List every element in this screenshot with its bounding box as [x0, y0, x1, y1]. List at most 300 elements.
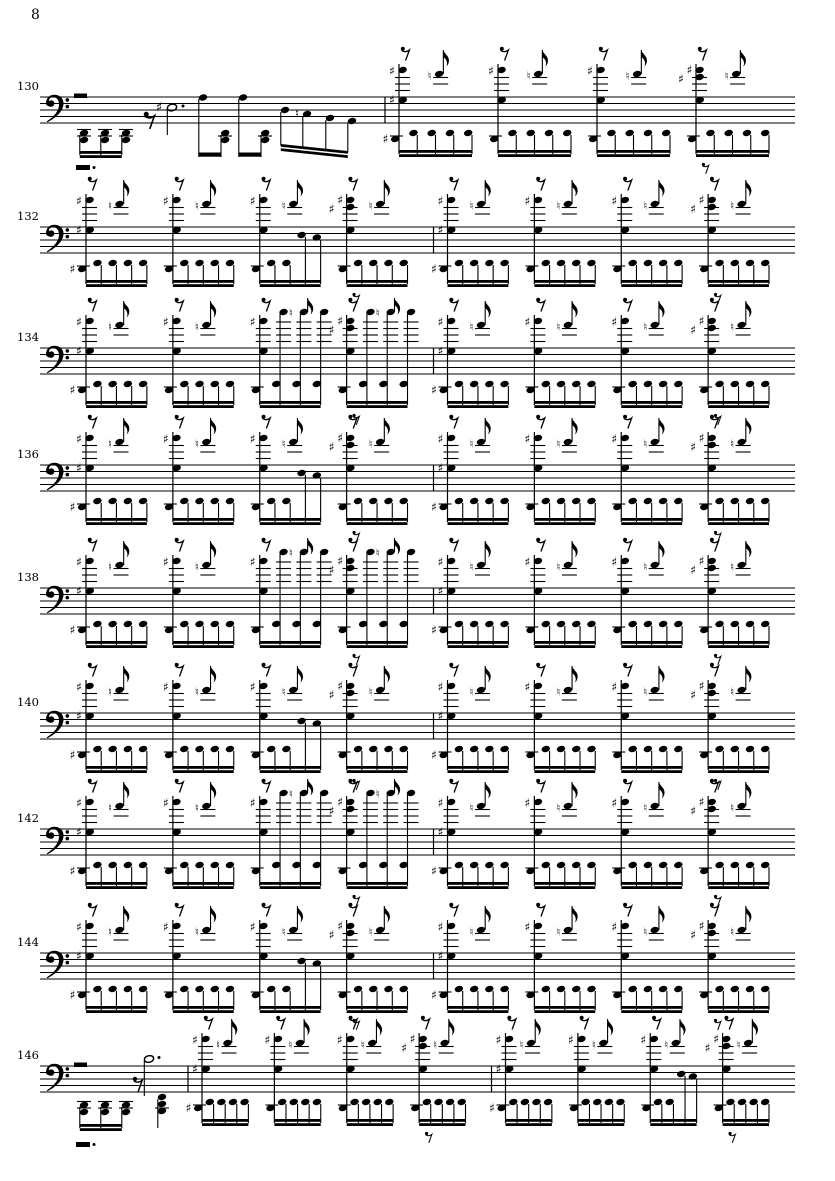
beat-stab: [70, 663, 148, 773]
beat-stab: [489, 1016, 553, 1126]
sharp-accidental: ♯: [431, 262, 437, 276]
eighth-flag-icon: [211, 782, 217, 799]
natural-accidental: ♮: [730, 320, 735, 334]
natural-accidental: ♮: [368, 685, 373, 699]
sharp-accidental: ♯: [76, 709, 82, 723]
sharp-accidental: ♯: [567, 1033, 574, 1047]
sharp-accidental: ♯: [264, 1033, 271, 1047]
measure-number: 136: [17, 447, 39, 461]
measure-number: 134: [17, 330, 39, 344]
sharp-accidental: ♯: [337, 679, 344, 693]
sharp-accidental: ♯: [489, 1101, 495, 1115]
natural-accidental: ♮: [556, 685, 561, 699]
beat-stab: [524, 903, 596, 1013]
eighth-flag-icon: [659, 301, 665, 318]
eighth-flag-icon: [752, 1019, 758, 1036]
eighth-flag-icon: [124, 418, 130, 435]
sharp-accidental: ♯: [249, 796, 256, 810]
sharp-accidental: ♯: [437, 194, 444, 208]
sharp-accidental: ♯: [401, 1041, 408, 1055]
sharp-accidental: ♯: [76, 920, 82, 934]
beat-cluster: [250, 779, 332, 889]
beat-stab: [524, 415, 596, 525]
natural-accidental: ♮: [556, 320, 561, 334]
eighth-rest-icon: [175, 177, 184, 191]
eighth-flag-icon: [124, 666, 130, 683]
natural-accidental: ♮: [427, 69, 432, 83]
sharp-accidental: ♯: [611, 194, 618, 208]
sharp-accidental: ♯: [437, 584, 444, 598]
sharp-accidental: ♯: [249, 680, 256, 694]
eighth-rest-icon: [536, 177, 545, 191]
eighth-rest-icon: [623, 298, 632, 312]
eighth-rest-icon: [262, 177, 271, 191]
sharp-accidental: ♯: [698, 314, 705, 328]
sharp-accidental: ♯: [611, 680, 618, 694]
eighth-flag-icon: [740, 50, 746, 67]
eighth-flag-icon: [485, 782, 491, 799]
eighth-rest-icon: [702, 163, 709, 174]
eighth-flag-icon: [485, 301, 491, 318]
eighth-flag-icon: [746, 180, 752, 197]
sharp-accidental: ♯: [337, 193, 344, 207]
eighth-flag-icon: [572, 666, 578, 683]
natural-accidental: ♮: [469, 801, 474, 815]
sharp-accidental: ♯: [249, 315, 256, 329]
natural-accidental: ♮: [108, 801, 112, 815]
eighth-rest-icon: [724, 1016, 733, 1030]
beat-stab: [431, 298, 509, 408]
eighth-flag-icon: [124, 180, 130, 197]
sharp-accidental: ♯: [698, 431, 705, 445]
eighth-flag-icon: [659, 782, 665, 799]
staff-system: [17, 47, 795, 174]
beat-stab: [524, 177, 596, 287]
eighth-rest-icon: [710, 415, 719, 429]
beat-stab: [611, 298, 683, 408]
sharp-accidental: ♯: [336, 1033, 343, 1047]
staff-system: [17, 663, 795, 790]
natural-accidental: ♮: [526, 69, 531, 83]
eighth-flag-icon: [542, 50, 548, 67]
natural-accidental: ♮: [288, 546, 293, 560]
sharp-accidental: ♯: [76, 223, 82, 237]
sharp-accidental: ♯: [76, 461, 82, 475]
eighth-rest-icon: [500, 47, 509, 61]
sharp-accidental: ♯: [488, 64, 494, 78]
natural-accidental: ♮: [194, 685, 199, 699]
natural-accidental: ♮: [194, 801, 199, 815]
eighth-flag-icon: [124, 301, 130, 318]
measure-number: 130: [17, 79, 39, 93]
measure-number: 146: [17, 1048, 39, 1062]
eighth-rest-icon: [623, 177, 632, 191]
opening-figure: [74, 93, 357, 170]
sharp-accidental: ♯: [328, 440, 335, 454]
sharp-accidental: ♯: [437, 555, 444, 569]
eighth-flag-icon: [449, 1019, 455, 1036]
eighth-flag-icon: [485, 906, 491, 923]
eighth-rest-icon: [728, 1132, 735, 1143]
sharp-accidental: ♯: [192, 1033, 198, 1047]
eighth-flag-icon: [395, 779, 401, 796]
eighth-flag-icon: [485, 666, 491, 683]
bass-clef-icon: [46, 463, 69, 490]
beat-stab: [163, 903, 235, 1013]
natural-accidental: ♮: [643, 925, 648, 939]
natural-accidental: ♮: [625, 69, 630, 83]
eighth-rest-icon: [710, 298, 719, 312]
eighth-flag-icon: [608, 1019, 614, 1036]
sharp-accidental: ♯: [328, 928, 335, 942]
eighth-rest-icon: [536, 538, 545, 552]
eighth-flag-icon: [124, 782, 130, 799]
sharp-accidental: ♯: [524, 555, 531, 569]
eighth-flag-icon: [572, 301, 578, 318]
natural-accidental: ♮: [730, 437, 735, 451]
sharp-accidental: ♯: [382, 132, 389, 146]
beat-cluster: [250, 538, 332, 648]
sharp-accidental: ♯: [409, 1032, 416, 1046]
sharp-accidental: ♯: [698, 193, 705, 207]
bass-clef-icon: [46, 827, 69, 854]
eighth-rest-icon: [710, 177, 719, 191]
beat-stab: [163, 663, 235, 773]
sharp-accidental: ♯: [162, 432, 169, 446]
sharp-accidental: ♯: [69, 383, 76, 397]
eighth-flag-icon: [746, 301, 752, 318]
natural-accidental: ♮: [556, 560, 561, 574]
sharp-accidental: ♯: [162, 680, 169, 694]
sharp-accidental: ♯: [524, 432, 531, 446]
eighth-flag-icon: [232, 1019, 238, 1036]
sharp-accidental: ♯: [437, 315, 444, 329]
natural-accidental: ♮: [295, 107, 299, 120]
eighth-rest-icon: [144, 112, 155, 129]
sharp-accidental: ♯: [431, 748, 437, 762]
sharp-accidental: ♯: [76, 315, 82, 329]
eighth-rest-icon: [714, 1019, 721, 1030]
natural-accidental: ♮: [730, 801, 735, 815]
natural-accidental: ♮: [469, 685, 474, 699]
beat-stab: [611, 779, 683, 889]
natural-accidental: ♮: [360, 1038, 365, 1052]
natural-accidental: ♮: [375, 787, 380, 801]
sharp-accidental: ♯: [611, 796, 618, 810]
natural-accidental: ♮: [368, 199, 373, 213]
sharp-accidental: ♯: [76, 825, 82, 839]
sharp-accidental: ♯: [249, 194, 256, 208]
measure-number: 138: [17, 570, 39, 584]
eighth-rest-icon: [88, 415, 97, 429]
eighth-rest-icon: [262, 538, 271, 552]
eighth-flag-icon: [395, 538, 401, 555]
sharp-accidental: ♯: [678, 72, 684, 86]
eighth-rest-icon: [348, 415, 357, 429]
eighth-rest-icon: [507, 1016, 516, 1030]
eighth-rest-icon: [536, 903, 545, 917]
sharp-accidental: ♯: [162, 194, 169, 208]
natural-accidental: ♮: [556, 199, 561, 213]
staff-system: [17, 1016, 795, 1147]
eighth-flag-icon: [124, 541, 130, 558]
sharp-accidental: ♯: [337, 795, 344, 809]
sharp-accidental: ♯: [431, 988, 437, 1002]
sharp-accidental: ♯: [437, 920, 444, 934]
eighth-rest-icon: [175, 779, 184, 793]
eighth-rest-icon: [175, 298, 184, 312]
eighth-flag-icon: [746, 666, 752, 683]
eighth-rest-icon: [262, 903, 271, 917]
sharp-accidental: ♯: [76, 680, 82, 694]
sharp-accidental: ♯: [611, 920, 618, 934]
eighth-rest-icon: [449, 663, 458, 677]
beat-stab: [431, 779, 509, 889]
beat-stab: [70, 903, 148, 1013]
staff-system: [17, 779, 795, 906]
natural-accidental: ♮: [730, 685, 735, 699]
eighth-flag-icon: [384, 906, 390, 923]
sharp-accidental: ♯: [328, 323, 335, 337]
natural-accidental: ♮: [643, 320, 648, 334]
eighth-flag-icon: [211, 541, 217, 558]
sharp-accidental: ♯: [686, 63, 693, 77]
staff-system: [17, 903, 795, 1030]
beat-stab-q: [640, 1016, 697, 1126]
sharp-accidental: ♯: [155, 100, 163, 116]
beat-stab: [431, 177, 509, 287]
sharp-accidental: ♯: [437, 796, 444, 810]
eighth-rest-icon: [710, 538, 719, 552]
sharp-accidental: ♯: [690, 804, 697, 818]
eighth-flag-icon: [297, 180, 303, 197]
natural-accidental: ♮: [730, 199, 735, 213]
sharp-accidental: ♯: [76, 194, 82, 208]
sharp-accidental: ♯: [524, 796, 531, 810]
natural-accidental: ♮: [194, 925, 199, 939]
eighth-rest-icon: [580, 1016, 589, 1030]
bass-clef-icon: [46, 951, 69, 978]
natural-accidental: ♮: [591, 1038, 596, 1052]
eighth-flag-icon: [443, 50, 449, 67]
natural-accidental: ♮: [469, 560, 474, 574]
eighth-rest-icon: [262, 298, 271, 312]
eighth-rest-icon: [401, 47, 410, 61]
natural-accidental: ♮: [736, 1038, 741, 1052]
eighth-rest-icon: [175, 903, 184, 917]
natural-accidental: ♮: [469, 925, 474, 939]
natural-accidental: ♮: [664, 1038, 669, 1052]
beat-stab: [70, 298, 148, 408]
sharp-accidental: ♯: [249, 432, 256, 446]
sharp-accidental: ♯: [69, 864, 76, 878]
sharp-accidental: ♯: [76, 796, 82, 810]
eighth-flag-icon: [659, 666, 665, 683]
sharp-accidental: ♯: [690, 323, 697, 337]
eighth-rest-icon: [175, 663, 184, 677]
eighth-rest-icon: [714, 531, 721, 542]
beat-stab: [163, 177, 235, 287]
beat-stab: [611, 903, 683, 1013]
beat-stab-q: [250, 415, 322, 525]
sharp-accidental: ♯: [328, 688, 335, 702]
bass-clef-icon: [46, 1064, 69, 1091]
sharp-accidental: ♯: [704, 1041, 711, 1055]
eighth-rest-icon: [348, 538, 357, 552]
eighth-rest-icon: [449, 903, 458, 917]
beat-stab: [264, 1016, 321, 1126]
eighth-flag-icon: [384, 666, 390, 683]
sharp-accidental: ♯: [162, 796, 169, 810]
sharp-accidental: ♯: [495, 1062, 502, 1076]
natural-accidental: ♮: [108, 437, 112, 451]
sharp-accidental: ♯: [76, 344, 82, 358]
sharp-accidental: ♯: [337, 554, 344, 568]
natural-accidental: ♮: [469, 437, 474, 451]
natural-accidental: ♮: [643, 801, 648, 815]
natural-accidental: ♮: [519, 1038, 524, 1052]
natural-accidental: ♮: [469, 320, 474, 334]
beat-stab: [431, 903, 509, 1013]
eighth-flag-icon: [572, 180, 578, 197]
sharp-accidental: ♯: [524, 680, 531, 694]
eighth-rest-icon: [698, 47, 707, 61]
sharp-accidental: ♯: [328, 804, 335, 818]
staff-system: [17, 177, 795, 304]
eighth-flag-icon: [659, 418, 665, 435]
eighth-flag-icon: [304, 1019, 310, 1036]
eighth-rest-icon: [348, 298, 357, 312]
eighth-flag-icon: [746, 541, 752, 558]
sharp-accidental: ♯: [437, 344, 444, 358]
beat-stab: [524, 538, 596, 648]
eighth-rest-icon: [623, 903, 632, 917]
sharp-accidental: ♯: [437, 432, 444, 446]
natural-accidental: ♮: [730, 925, 735, 939]
eighth-flag-icon: [485, 180, 491, 197]
natural-accidental: ♮: [194, 320, 199, 334]
beat-stab: [568, 1016, 625, 1126]
natural-accidental: ♮: [108, 199, 112, 213]
sharp-accidental: ♯: [437, 461, 444, 475]
eighth-rest-icon: [623, 538, 632, 552]
beat-stab-q: [250, 663, 322, 773]
eighth-rest-icon: [88, 779, 97, 793]
sharp-accidental: ♯: [611, 432, 618, 446]
eighth-rest-icon: [536, 663, 545, 677]
natural-accidental: ♮: [643, 437, 648, 451]
eighth-flag-icon: [211, 180, 217, 197]
sharp-accidental: ♯: [690, 202, 697, 216]
sharp-accidental: ♯: [524, 315, 531, 329]
natural-accidental: ♮: [368, 437, 373, 451]
eighth-flag-icon: [395, 298, 401, 315]
sharp-accidental: ♯: [431, 623, 437, 637]
measure-146: [74, 1055, 169, 1147]
eighth-flag-icon: [641, 50, 647, 67]
eighth-rest-icon: [352, 531, 359, 542]
beat-stab: [587, 47, 671, 157]
natural-accidental: ♮: [556, 801, 561, 815]
eighth-flag-icon: [384, 418, 390, 435]
eighth-flag-icon: [211, 418, 217, 435]
bass-clef-icon: [46, 346, 69, 373]
natural-accidental: ♮: [643, 199, 648, 213]
sharp-accidental: ♯: [69, 500, 76, 514]
eighth-rest-icon: [449, 177, 458, 191]
eighth-flag-icon: [376, 1019, 382, 1036]
eighth-rest-icon: [710, 663, 719, 677]
natural-accidental: ♮: [288, 306, 293, 320]
eighth-flag-icon: [211, 666, 217, 683]
eighth-rest-icon: [652, 1016, 661, 1030]
natural-accidental: ♮: [108, 320, 112, 334]
sharp-accidental: ♯: [611, 555, 618, 569]
beat-stab: [431, 538, 509, 648]
sharp-accidental: ♯: [249, 555, 256, 569]
sharp-accidental: ♯: [162, 315, 169, 329]
beat-stab-q: [250, 903, 322, 1013]
sharp-accidental: ♯: [690, 440, 697, 454]
sharp-accidental: ♯: [76, 432, 82, 446]
eighth-flag-icon: [659, 180, 665, 197]
eighth-flag-icon: [211, 906, 217, 923]
eighth-rest-icon: [425, 1132, 432, 1143]
beat-stab: [163, 538, 235, 648]
beat-stab: [337, 1016, 394, 1126]
sharp-accidental: ♯: [437, 223, 444, 237]
natural-accidental: ♮: [281, 199, 286, 213]
natural-accidental: ♮: [194, 560, 199, 574]
eighth-rest-icon: [599, 47, 608, 61]
sharp-accidental: ♯: [76, 555, 82, 569]
eighth-rest-icon: [175, 538, 184, 552]
sharp-accidental: ♯: [76, 949, 82, 963]
eighth-flag-icon: [572, 782, 578, 799]
eighth-rest-icon: [88, 663, 97, 677]
eighth-flag-icon: [297, 666, 303, 683]
opening-figure: [74, 1055, 169, 1147]
eighth-rest-icon: [88, 538, 97, 552]
sharp-accidental: ♯: [640, 1033, 647, 1047]
natural-accidental: ♮: [108, 925, 112, 939]
staff-system: [17, 298, 795, 425]
eighth-rest-icon: [348, 177, 357, 191]
eighth-flag-icon: [297, 418, 303, 435]
eighth-rest-icon: [536, 415, 545, 429]
sharp-accidental: ♯: [698, 554, 705, 568]
eighth-rest-icon: [88, 298, 97, 312]
sharp-accidental: ♯: [431, 864, 437, 878]
sharp-accidental: ♯: [611, 315, 618, 329]
beat-stab: [431, 415, 509, 525]
sharp-accidental: ♯: [587, 64, 593, 78]
sharp-accidental: ♯: [713, 1032, 720, 1046]
eighth-rest-icon: [348, 663, 357, 677]
sharp-accidental: ♯: [69, 988, 76, 1002]
beat-stab: [163, 415, 235, 525]
eighth-rest-icon: [175, 415, 184, 429]
eighth-flag-icon: [746, 906, 752, 923]
natural-accidental: ♮: [375, 546, 380, 560]
eighth-rest-icon: [348, 903, 357, 917]
sharp-accidental: ♯: [69, 748, 76, 762]
measure-number: 140: [17, 695, 39, 709]
sharp-accidental: ♯: [431, 383, 437, 397]
sharp-accidental: ♯: [437, 825, 444, 839]
eighth-flag-icon: [308, 779, 314, 796]
eighth-rest-icon: [88, 903, 97, 917]
